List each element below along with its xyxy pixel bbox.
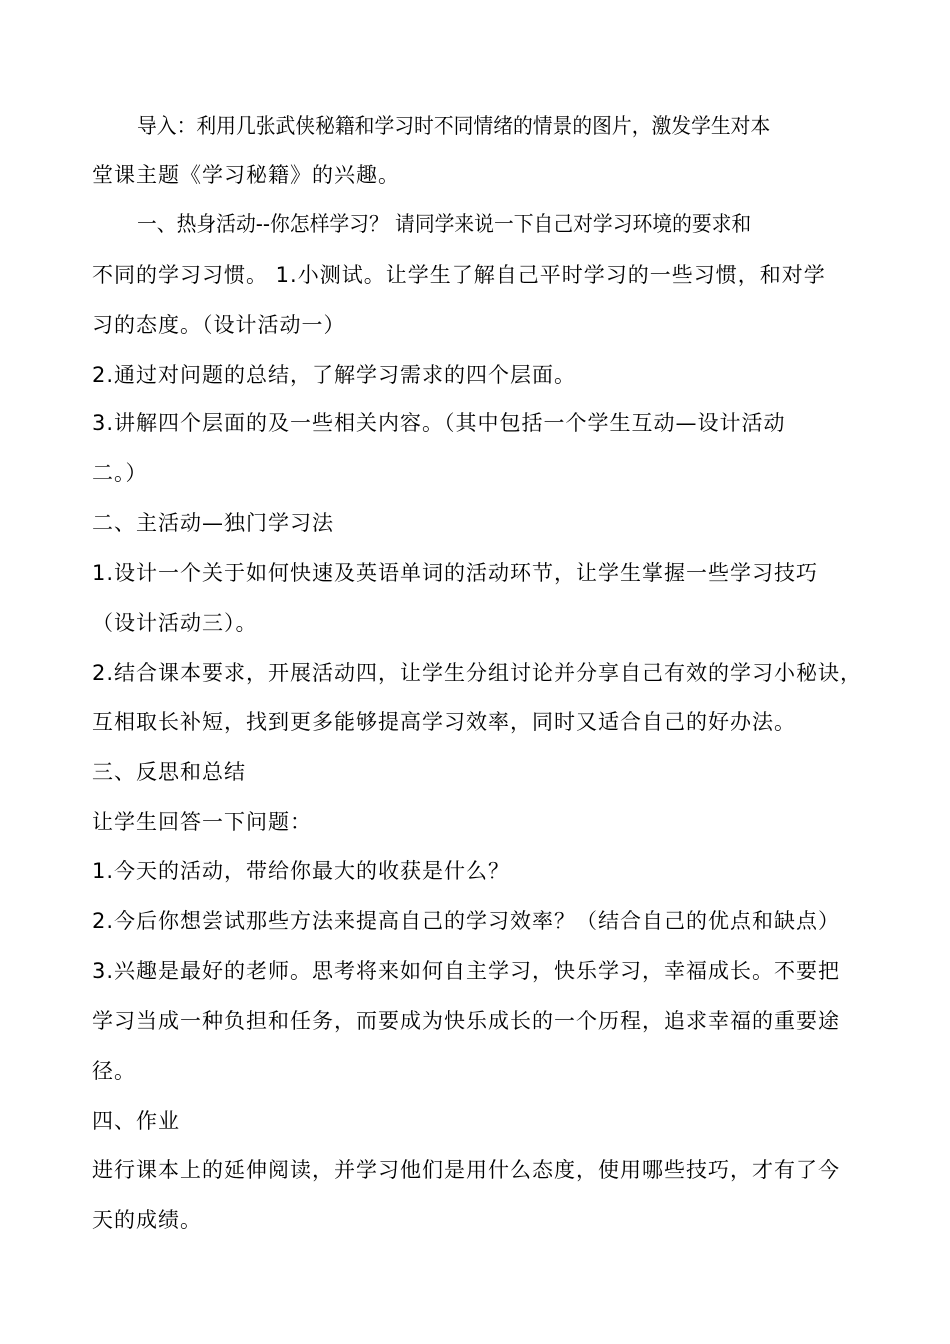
section-3-item-1: 1.今天的活动，带给你最大的收获是什么？ <box>92 859 511 883</box>
section-3-prompt: 让学生回答一下问题： <box>92 810 312 834</box>
section-2-item-1-line-2: （设计活动三）。 <box>92 611 258 635</box>
section-3-item-3-line-1: 3.兴趣是最好的老师。思考将来如何自主学习，快乐学习，幸福成长。不要把 <box>92 959 841 983</box>
intro-line-1: 导入：利用几张武侠秘籍和学习时不同情绪的情景的图片，激发学生对本 <box>137 114 771 138</box>
section-1-item-3-line-1: 3.讲解四个层面的及一些相关内容。（其中包括一个学生互动—设计活动 <box>92 411 786 435</box>
section-2-heading: 二、主活动—独门学习法 <box>92 511 334 535</box>
section-1-line-1: 一、热身活动--你怎样学习？ 请同学来说一下自己对学习环境的要求和 <box>137 212 752 236</box>
section-4-heading: 四、作业 <box>92 1109 180 1133</box>
section-1-line-2: 不同的学习习惯。 1.小测试。让学生了解自己平时学习的一些习惯，和对学 <box>92 263 826 287</box>
section-2-item-1-line-1: 1.设计一个关于如何快速及英语单词的活动环节，让学生掌握一些学习技巧 <box>92 561 819 585</box>
section-3-item-3-line-2: 学习当成一种负担和任务，而要成为快乐成长的一个历程，追求幸福的重要途 <box>92 1009 840 1033</box>
section-3-item-2: 2.今后你想尝试那些方法来提高自己的学习效率？（结合自己的优点和缺点） <box>92 909 841 933</box>
section-3-heading: 三、反思和总结 <box>92 760 246 784</box>
intro-line-2: 堂课主题《学习秘籍》的兴趣。 <box>92 163 400 187</box>
section-1-item-2: 2.通过对问题的总结，了解学习需求的四个层面。 <box>92 363 577 387</box>
section-2-item-2-line-1: 2.结合课本要求，开展活动四，让学生分组讨论并分享自己有效的学习小秘诀， <box>92 661 863 685</box>
section-3-item-3-line-3: 径。 <box>92 1059 136 1083</box>
section-4-line-2: 天的成绩。 <box>92 1208 202 1232</box>
section-1-line-3: 习的态度。（设计活动一） <box>92 313 346 337</box>
section-1-item-3-line-2: 二。） <box>92 461 148 485</box>
section-2-item-2-line-2: 互相取长补短，找到更多能够提高学习效率，同时又适合自己的好办法。 <box>92 710 796 734</box>
section-4-line-1: 进行课本上的延伸阅读，并学习他们是用什么态度，使用哪些技巧，才有了今 <box>92 1158 840 1182</box>
